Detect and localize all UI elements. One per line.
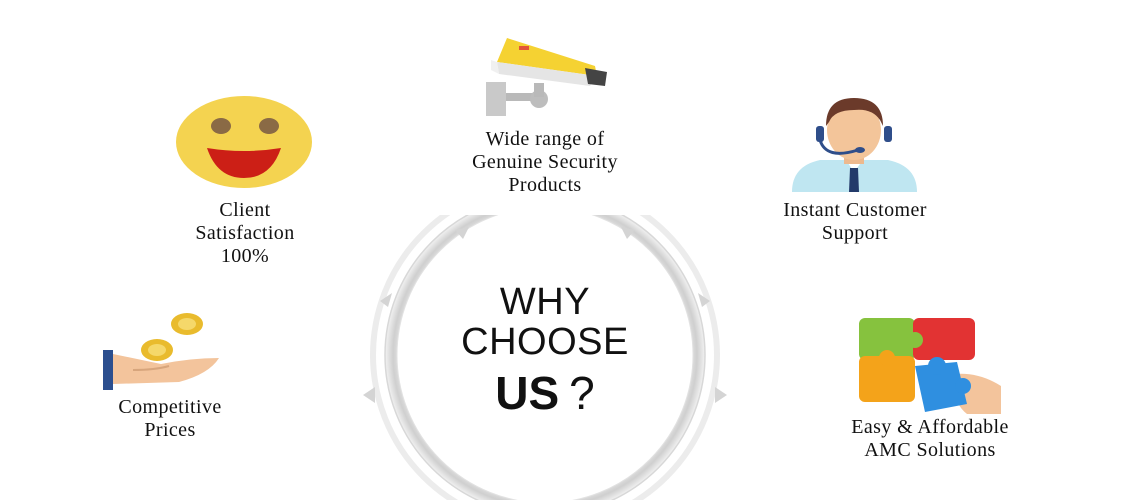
center-title bbox=[430, 282, 660, 418]
support-agent-icon bbox=[792, 96, 917, 192]
title-question-mark: ? bbox=[569, 367, 595, 419]
puzzle-hand-icon bbox=[855, 316, 1003, 416]
label-line: Support bbox=[821, 222, 889, 244]
label-line: AMC Solutions bbox=[864, 439, 996, 461]
label-amc-solutions bbox=[815, 416, 1045, 462]
label-line: Easy & Affordable bbox=[851, 416, 1009, 438]
label-line: Wide range of bbox=[485, 128, 605, 150]
security-camera-icon bbox=[485, 38, 610, 118]
label-customer-support bbox=[745, 199, 965, 245]
title-line-us bbox=[430, 368, 660, 418]
label-line: Prices bbox=[144, 419, 196, 441]
label-line: Satisfaction bbox=[195, 222, 295, 244]
title-us: US bbox=[495, 367, 560, 419]
smiley-face-icon bbox=[175, 96, 313, 188]
label-security-products bbox=[440, 128, 650, 197]
label-line: Instant Customer bbox=[783, 199, 927, 221]
label-line: Client bbox=[219, 199, 271, 221]
label-competitive-prices bbox=[80, 396, 260, 442]
title-line-why: WHY bbox=[499, 281, 591, 323]
label-line: Genuine Security bbox=[472, 151, 618, 173]
label-client-satisfaction bbox=[160, 199, 330, 268]
label-line: Competitive bbox=[118, 396, 222, 418]
label-line: 100% bbox=[220, 245, 270, 267]
title-line-choose: CHOOSE bbox=[461, 321, 629, 363]
coins-hand-icon bbox=[103, 312, 223, 392]
label-line: Products bbox=[508, 174, 582, 196]
